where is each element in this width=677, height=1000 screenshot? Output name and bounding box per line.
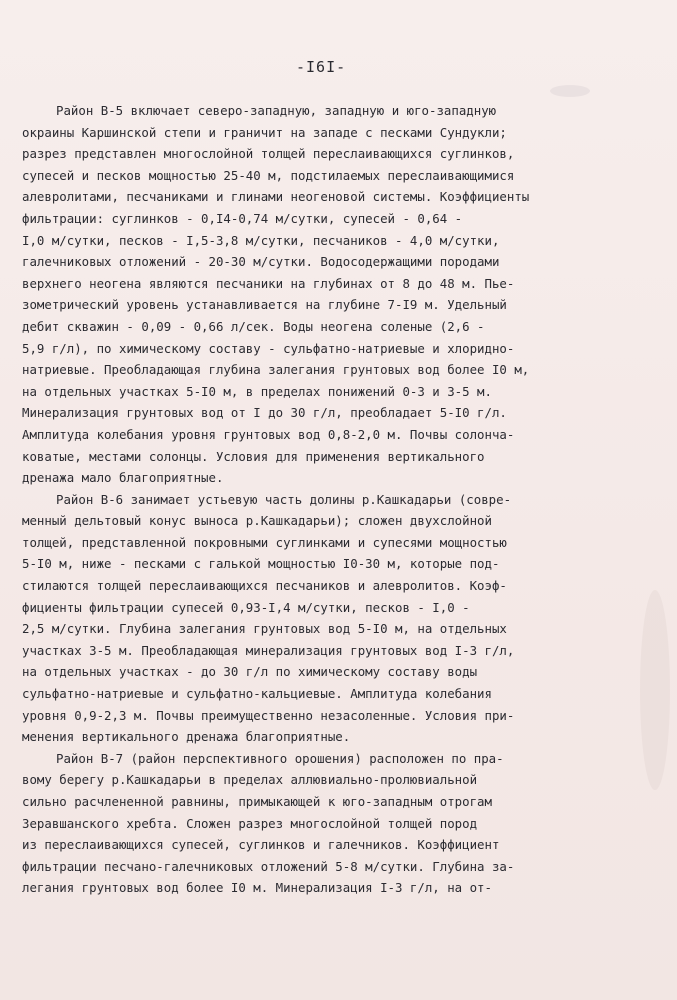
text-line: фильтрации: суглинков - 0,I4-0,74 м/сутки, супесей - 0,64 -	[22, 210, 463, 226]
text-line: окраины Каршинской степи и граничит на западе с песками Сундукли;	[22, 124, 507, 140]
text-line: натриевые. Преобладающая глубина залегания грунтовых вод более I0 м,	[22, 362, 530, 378]
document-body	[22, 100, 670, 899]
text-line: стилаются толщей переслаивающихся песчаников и алевролитов. Коэф-	[22, 578, 507, 594]
text-line: легания грунтовых вод более I0 м. Минерализация I-3 г/л, на от-	[22, 880, 492, 896]
text-line: Район В-5 включает северо-западную, западную и юго-западную	[56, 103, 497, 118]
text-line: на отдельных участках - до 30 г/л по химическому составу воды	[22, 664, 478, 680]
text-line: Минерализация грунтовых вод от I до 30 г/л, преобладает 5-I0 г/л.	[22, 405, 507, 421]
text-line: фициенты фильтрации супесей 0,93-I,4 м/сутки, песков - I,0 -	[22, 599, 470, 615]
paragraph-district-v5	[22, 100, 670, 489]
page-number: -I6I-	[296, 58, 347, 76]
text-line: толщей, представленной покровными суглинками и супесями мощностью	[22, 534, 507, 550]
text-line: зометрический уровень устанавливается на глубине 7-I9 м. Удельный	[22, 297, 507, 313]
text-line: сильно расчлененной равнины, примыкающей к юго-западным отрогам	[22, 794, 492, 809]
text-line: 5,9 г/л), по химическому составу - сульфатно-натриевые и хлоридно-	[22, 340, 515, 356]
text-line: из переслаивающихся супесей, суглинков и галечников. Коэффициент	[22, 837, 500, 853]
text-line: Район В-6 занимает устьевую часть долины р.Кашкадарьи (совре-	[56, 491, 512, 507]
text-line: сульфатно-натриевые и сульфатно-кальциевые. Амплитуда колебания	[22, 686, 492, 702]
text-line: 2,5 м/сутки. Глубина залегания грунтовых вод 5-I0 м, на отдельных	[22, 621, 507, 637]
text-line: I,0 м/сутки, песков - I,5-3,8 м/сутки, песчаников - 4,0 м/сутки,	[22, 232, 500, 248]
text-line: коватые, местами солонцы. Условия для применения вертикального	[22, 448, 485, 464]
text-line: менения вертикального дренажа благоприятные.	[22, 729, 351, 745]
text-line: галечниковых отложений - 20-30 м/сутки. Водосодержащими породами	[22, 254, 500, 270]
text-line: менный дельтовый конус выноса р.Кашкадарьи); сложен двухслойной	[22, 513, 492, 529]
paragraph-district-v7	[22, 748, 670, 899]
text-line: супесей и песков мощностью 25-40 м, подстилаемых переслаивающимися	[22, 167, 515, 183]
text-line: дебит скважин - 0,09 - 0,66 л/сек. Воды неогена соленые (2,6 -	[22, 318, 485, 334]
text-line: уровня 0,9-2,3 м. Почвы преимущественно незасоленные. Условия при-	[22, 707, 515, 723]
text-line: фильтрации песчано-галечниковых отложений 5-8 м/сутки. Глубина за-	[22, 858, 515, 874]
text-line: разрез представлен многослойной толщей переслаивающихся суглинков,	[22, 146, 515, 162]
text-line: на отдельных участках 5-I0 м, в пределах понижений 0-3 и 3-5 м.	[22, 383, 492, 399]
text-line: участках 3-5 м. Преобладающая минерализация грунтовых вод I-3 г/л,	[22, 642, 515, 658]
text-line: Зеравшанского хребта. Сложен разрез многослойной толщей пород	[22, 815, 478, 831]
text-line: алевролитами, песчаниками и глинами неогеновой системы. Коэффициенты	[22, 189, 530, 205]
text-line: верхнего неогена являются песчаники на глубинах от 8 до 48 м. Пье-	[22, 275, 515, 291]
text-line: Район В-7 (район перспективного орошения) расположен по пра-	[56, 750, 504, 766]
text-line: вому берегу р.Кашкадарьи в пределах аллювиально-пролювиальной	[22, 772, 478, 788]
paragraph-district-v6	[22, 489, 670, 748]
text-line: 5-I0 м, ниже - песками с галькой мощностью I0-30 м, которые под-	[22, 556, 500, 572]
text-line: дренажа мало благоприятные.	[22, 470, 224, 486]
paper-smudge	[550, 85, 590, 97]
text-line: Амплитуда колебания уровня грунтовых вод 0,8-2,0 м. Почвы солонча-	[22, 426, 515, 442]
